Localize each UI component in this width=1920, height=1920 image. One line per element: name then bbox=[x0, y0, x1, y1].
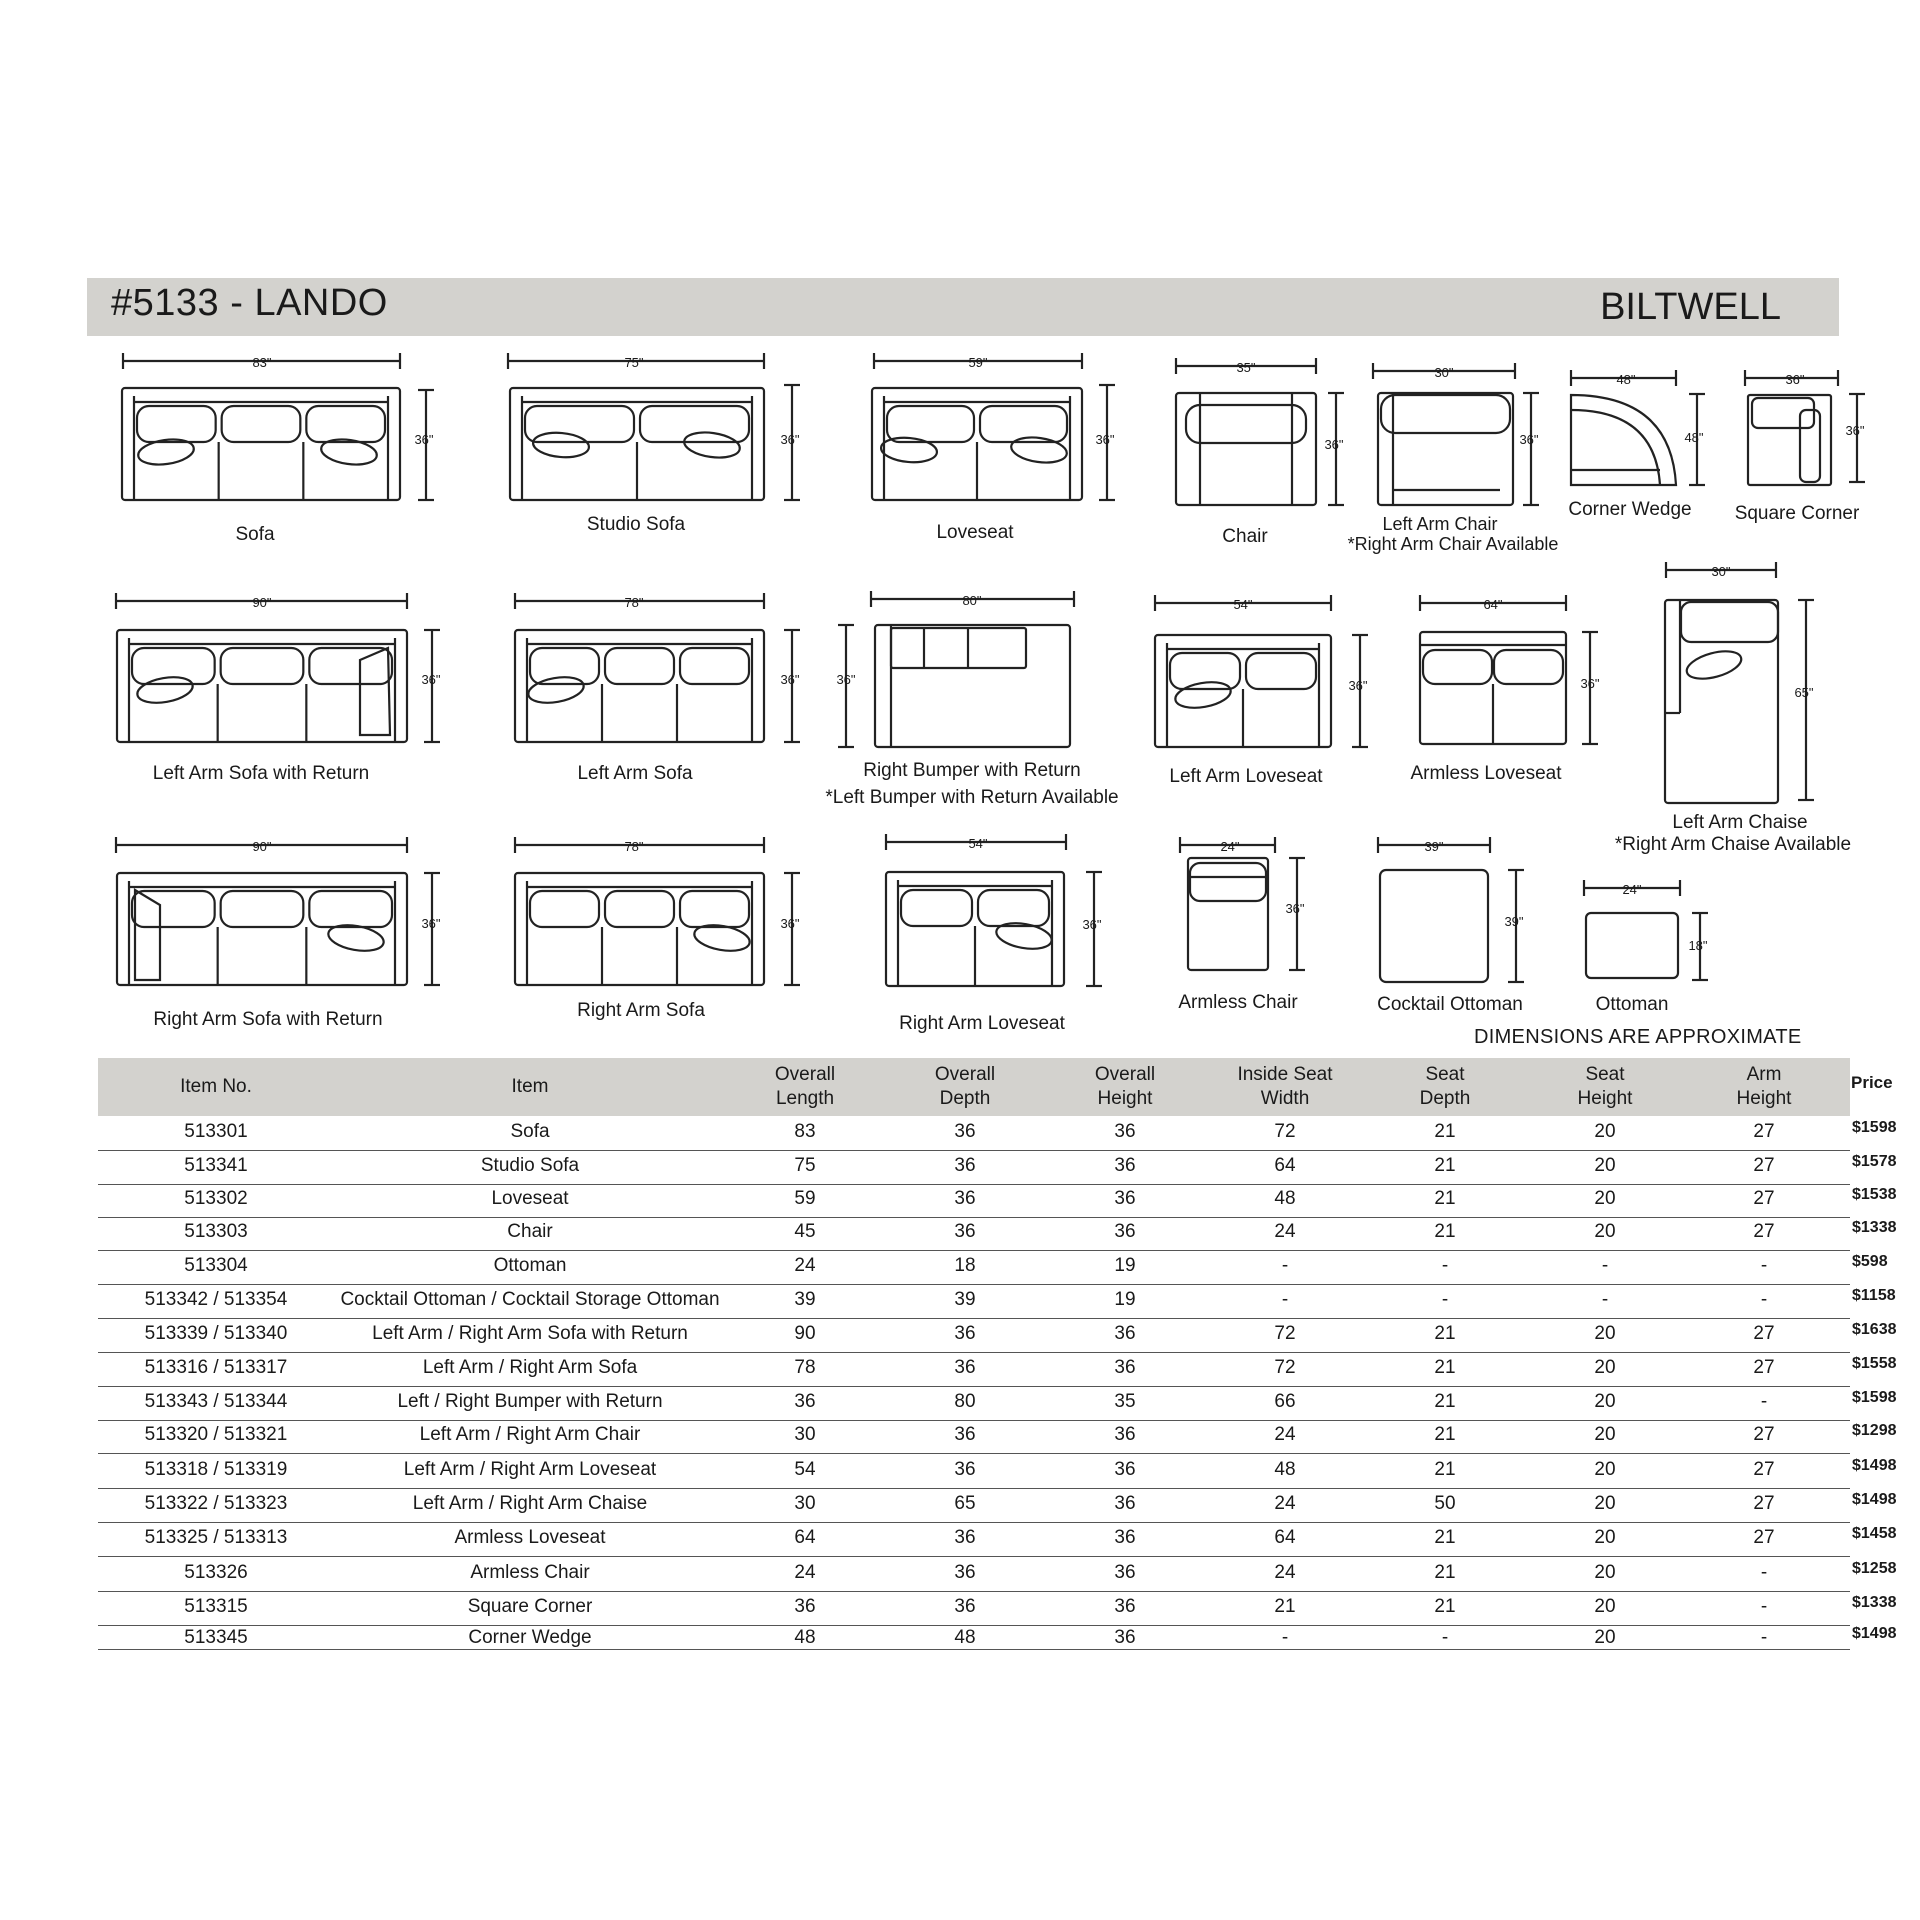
price-cell: $1498 bbox=[1852, 1457, 1897, 1474]
height-label: 36" bbox=[421, 672, 441, 687]
item-number-cell: 513342 / 513354 bbox=[144, 1289, 288, 1310]
right-arm-sofa-with-return-drawing bbox=[116, 837, 441, 1030]
dimension-cell: 27 bbox=[1753, 1357, 1775, 1378]
dimension-cell: 24 bbox=[794, 1255, 816, 1276]
item-name-cell: Cocktail Ottoman / Cocktail Storage Ottoman bbox=[340, 1289, 720, 1310]
item-number-cell: 513318 / 513319 bbox=[144, 1459, 288, 1480]
dimension-cell: 36 bbox=[794, 1596, 816, 1617]
dimension-cell: 20 bbox=[1594, 1188, 1616, 1209]
width-label: 24" bbox=[1622, 882, 1642, 897]
item-label: Square Corner bbox=[1734, 503, 1860, 524]
price-cell: $1558 bbox=[1852, 1355, 1897, 1372]
dimension-cell: 39 bbox=[794, 1289, 816, 1310]
dimension-cell: 20 bbox=[1594, 1493, 1616, 1514]
dimension-cell: 36 bbox=[954, 1357, 976, 1378]
dimension-cell: - bbox=[1760, 1289, 1768, 1310]
dimension-cell: - bbox=[1281, 1627, 1289, 1648]
width-label: 64" bbox=[1483, 597, 1503, 612]
table-row bbox=[98, 1251, 1850, 1285]
column-header: Seat Height bbox=[1577, 1064, 1633, 1109]
item-label: Armless Loveseat bbox=[1410, 763, 1562, 784]
dimension-cell: 36 bbox=[954, 1221, 976, 1242]
dimension-cell: 36 bbox=[954, 1188, 976, 1209]
column-header: Arm Height bbox=[1736, 1064, 1792, 1109]
price-cell: $1338 bbox=[1852, 1219, 1897, 1236]
dimension-cell: 72 bbox=[1274, 1121, 1296, 1142]
chair-drawing bbox=[1176, 358, 1344, 547]
price-cell: $1298 bbox=[1852, 1422, 1897, 1439]
dimension-cell: 20 bbox=[1594, 1357, 1616, 1378]
dimension-cell: 20 bbox=[1594, 1391, 1616, 1412]
dimension-cell: 24 bbox=[794, 1562, 816, 1583]
item-label: Left Arm Loveseat bbox=[1169, 766, 1323, 787]
dimension-cell: 21 bbox=[1434, 1596, 1456, 1617]
table-header bbox=[98, 1058, 1850, 1116]
dimension-cell: - bbox=[1601, 1255, 1609, 1276]
studio-sofa-drawing bbox=[508, 353, 800, 535]
height-label: 36" bbox=[780, 916, 800, 931]
dimension-cell: 24 bbox=[1274, 1493, 1296, 1514]
item-name-cell: Corner Wedge bbox=[468, 1627, 592, 1648]
dimension-cell: 24 bbox=[1274, 1221, 1296, 1242]
item-label: Left Arm Chaise bbox=[1672, 812, 1808, 833]
dimension-cell: 48 bbox=[1274, 1188, 1296, 1209]
dimension-cell: 65 bbox=[954, 1493, 976, 1514]
dimension-cell: 27 bbox=[1753, 1188, 1775, 1209]
dimension-cell: - bbox=[1760, 1391, 1768, 1412]
column-header: Seat Depth bbox=[1419, 1064, 1471, 1109]
dimension-cell: 21 bbox=[1434, 1155, 1456, 1176]
height-label: 36" bbox=[414, 432, 434, 447]
item-number-cell: 513315 bbox=[184, 1596, 248, 1617]
dimension-cell: 45 bbox=[794, 1221, 816, 1242]
item-label: Ottoman bbox=[1595, 994, 1669, 1015]
table-row bbox=[98, 1319, 1850, 1353]
price-cell: $1338 bbox=[1852, 1594, 1897, 1611]
dimension-cell: - bbox=[1441, 1289, 1449, 1310]
dimension-cell: 36 bbox=[954, 1155, 976, 1176]
dimension-cell: 64 bbox=[1274, 1527, 1296, 1548]
item-label: Right Bumper with Return bbox=[863, 760, 1081, 781]
dimension-cell: 21 bbox=[1434, 1323, 1456, 1344]
price-cell: $1598 bbox=[1852, 1119, 1897, 1136]
dimension-cell: 21 bbox=[1434, 1221, 1456, 1242]
dimension-cell: 59 bbox=[794, 1188, 816, 1209]
dimension-cell: 21 bbox=[1434, 1188, 1456, 1209]
item-number-cell: 513326 bbox=[184, 1562, 248, 1583]
dimension-cell: 21 bbox=[1434, 1424, 1456, 1445]
table-row bbox=[98, 1420, 1850, 1454]
collection-title: #5133 - LANDO bbox=[111, 282, 388, 324]
column-header: Overall Length bbox=[774, 1064, 836, 1109]
dimension-cell: 80 bbox=[954, 1391, 976, 1412]
dimension-cell: 36 bbox=[1114, 1155, 1136, 1176]
table-row bbox=[98, 1489, 1850, 1523]
dimension-cell: - bbox=[1281, 1289, 1289, 1310]
column-header: Overall Depth bbox=[934, 1064, 996, 1109]
table-row bbox=[98, 1623, 1850, 1650]
column-header: Item No. bbox=[180, 1076, 252, 1097]
height-label: 36" bbox=[1324, 437, 1344, 452]
left-arm-loveseat-drawing bbox=[1155, 595, 1368, 787]
item-number-cell: 513322 / 513323 bbox=[144, 1493, 288, 1514]
dimension-cell: 72 bbox=[1274, 1357, 1296, 1378]
right-arm-loveseat-drawing bbox=[886, 834, 1102, 1034]
dimension-cell: - bbox=[1441, 1627, 1449, 1648]
table-row bbox=[98, 1455, 1850, 1489]
dimension-cell: - bbox=[1760, 1255, 1768, 1276]
item-number-cell: 513339 / 513340 bbox=[144, 1323, 288, 1344]
dimension-cell: - bbox=[1760, 1627, 1768, 1648]
dimension-cell: 21 bbox=[1434, 1357, 1456, 1378]
dimension-cell: 35 bbox=[1114, 1391, 1136, 1412]
width-label: 48" bbox=[1616, 372, 1636, 387]
dimension-cell: 36 bbox=[1114, 1188, 1136, 1209]
left-arm-sofa-with-return-drawing bbox=[116, 593, 441, 784]
right-arm-sofa-drawing bbox=[515, 837, 800, 1021]
width-label: 54" bbox=[1233, 597, 1253, 612]
dimension-cell: 48 bbox=[1274, 1459, 1296, 1480]
right-bumper-with-return-drawing bbox=[825, 591, 1118, 808]
item-name-cell: Left Arm / Right Arm Sofa with Return bbox=[372, 1323, 688, 1344]
dimension-cell: - bbox=[1760, 1562, 1768, 1583]
item-number-cell: 513304 bbox=[184, 1255, 248, 1276]
price-cell: $1458 bbox=[1852, 1525, 1897, 1542]
left-arm-chair-drawing bbox=[1348, 363, 1559, 554]
dimension-cell: 30 bbox=[794, 1424, 816, 1445]
table-row bbox=[98, 1217, 1850, 1251]
column-header: Item bbox=[511, 1076, 549, 1097]
dimension-cell: 20 bbox=[1594, 1562, 1616, 1583]
height-label: 18" bbox=[1688, 938, 1708, 953]
dimension-cell: 27 bbox=[1753, 1493, 1775, 1514]
table-row bbox=[98, 1558, 1850, 1592]
item-note: *Right Arm Chair Available bbox=[1347, 534, 1559, 554]
width-label: 78" bbox=[624, 839, 644, 854]
item-label: Cocktail Ottoman bbox=[1377, 994, 1523, 1015]
width-label: 36" bbox=[1785, 372, 1805, 387]
width-label: 80" bbox=[962, 593, 982, 608]
table-row bbox=[98, 1151, 1850, 1185]
armless-chair-drawing bbox=[1178, 837, 1305, 1013]
item-note: *Right Arm Chaise Available bbox=[1614, 834, 1852, 855]
item-number-cell: 513302 bbox=[184, 1188, 248, 1209]
height-label: 36" bbox=[421, 916, 441, 931]
item-label: Sofa bbox=[235, 524, 275, 545]
price-cell: $1598 bbox=[1852, 1389, 1897, 1406]
dimension-cell: 19 bbox=[1114, 1255, 1136, 1276]
dimension-cell: 18 bbox=[954, 1255, 976, 1276]
left-arm-sofa-drawing bbox=[515, 593, 800, 784]
item-number-cell: 513316 / 513317 bbox=[144, 1357, 288, 1378]
dimension-cell: 21 bbox=[1434, 1121, 1456, 1142]
dimension-cell: 30 bbox=[794, 1493, 816, 1514]
dimension-cell: 20 bbox=[1594, 1424, 1616, 1445]
dimension-cell: - bbox=[1601, 1289, 1609, 1310]
item-name-cell: Studio Sofa bbox=[480, 1155, 580, 1176]
dimension-cell: 83 bbox=[794, 1121, 816, 1142]
dimension-cell: 36 bbox=[1114, 1323, 1136, 1344]
table-row bbox=[98, 1387, 1850, 1421]
item-number-cell: 513343 / 513344 bbox=[144, 1391, 288, 1412]
ottoman-drawing bbox=[1584, 880, 1708, 1015]
height-label: 36" bbox=[1519, 432, 1539, 447]
dimension-cell: 36 bbox=[954, 1424, 976, 1445]
item-name-cell: Left Arm / Right Arm Chaise bbox=[412, 1493, 648, 1514]
dimension-cell: 36 bbox=[1114, 1493, 1136, 1514]
price-cell: $598 bbox=[1852, 1253, 1888, 1270]
dimension-cell: 36 bbox=[1114, 1627, 1136, 1648]
item-label: Left Arm Sofa with Return bbox=[152, 763, 370, 784]
height-label: 48" bbox=[1684, 430, 1704, 445]
dimension-cell: 54 bbox=[794, 1459, 816, 1480]
dimension-cell: 36 bbox=[1114, 1121, 1136, 1142]
dimension-cell: 72 bbox=[1274, 1323, 1296, 1344]
height-label: 65" bbox=[1794, 685, 1814, 700]
dimension-cell: 19 bbox=[1114, 1289, 1136, 1310]
dimension-cell: 36 bbox=[954, 1562, 976, 1583]
dimension-cell: 64 bbox=[1274, 1155, 1296, 1176]
dimension-cell: 39 bbox=[954, 1289, 976, 1310]
dimension-cell: 20 bbox=[1594, 1121, 1616, 1142]
price-cell: $1498 bbox=[1852, 1625, 1897, 1642]
dimension-cell: 24 bbox=[1274, 1424, 1296, 1445]
dimension-cell: 20 bbox=[1594, 1155, 1616, 1176]
dimension-cell: 21 bbox=[1274, 1596, 1296, 1617]
corner-wedge-drawing bbox=[1568, 370, 1705, 520]
dimension-cell: 50 bbox=[1434, 1493, 1456, 1514]
width-label: 30" bbox=[1711, 564, 1731, 579]
item-label: Left Arm Sofa bbox=[577, 763, 693, 784]
dimension-cell: 27 bbox=[1753, 1323, 1775, 1344]
loveseat-drawing bbox=[872, 353, 1115, 543]
dimension-cell: 36 bbox=[954, 1527, 976, 1548]
dimension-cell: 36 bbox=[1114, 1596, 1136, 1617]
height-label: 36" bbox=[780, 432, 800, 447]
dimension-cell: 20 bbox=[1594, 1323, 1616, 1344]
dimension-cell: 20 bbox=[1594, 1459, 1616, 1480]
item-label: Left Arm Chair bbox=[1382, 514, 1498, 534]
square-corner-drawing bbox=[1735, 370, 1865, 524]
dimension-cell: 36 bbox=[1114, 1459, 1136, 1480]
dimension-cell: 66 bbox=[1274, 1391, 1296, 1412]
height-label: 36" bbox=[780, 672, 800, 687]
column-header: Inside Seat Width bbox=[1237, 1064, 1333, 1109]
price-header: Price bbox=[1851, 1073, 1893, 1092]
dimension-cell: 36 bbox=[1114, 1357, 1136, 1378]
table-row bbox=[98, 1523, 1850, 1557]
item-name-cell: Left Arm / Right Arm Sofa bbox=[422, 1357, 638, 1378]
dimension-cell: 64 bbox=[794, 1527, 816, 1548]
price-cell: $1538 bbox=[1852, 1186, 1897, 1203]
item-name-cell: Armless Loveseat bbox=[454, 1527, 606, 1548]
height-label: 36" bbox=[1082, 917, 1102, 932]
dimension-cell: 48 bbox=[794, 1627, 816, 1648]
dimension-cell: 27 bbox=[1753, 1459, 1775, 1480]
width-label: 75" bbox=[624, 355, 644, 370]
item-number-cell: 513345 bbox=[184, 1627, 248, 1648]
item-label: Chair bbox=[1222, 526, 1268, 547]
item-name-cell: Left Arm / Right Arm Loveseat bbox=[403, 1459, 657, 1480]
dimension-cell: 27 bbox=[1753, 1424, 1775, 1445]
width-label: 78" bbox=[624, 595, 644, 610]
item-label: Right Arm Sofa bbox=[577, 1000, 705, 1021]
dimension-cell: 36 bbox=[1114, 1424, 1136, 1445]
width-label: 59" bbox=[968, 355, 988, 370]
dimension-cell: 48 bbox=[954, 1627, 976, 1648]
height-label: 36" bbox=[1095, 432, 1115, 447]
dimension-cell: 20 bbox=[1594, 1527, 1616, 1548]
dimension-cell: 27 bbox=[1753, 1121, 1775, 1142]
width-label: 24" bbox=[1220, 839, 1240, 854]
item-number-cell: 513303 bbox=[184, 1221, 248, 1242]
width-label: 54" bbox=[968, 836, 988, 851]
width-label: 35" bbox=[1236, 360, 1256, 375]
item-number-cell: 513301 bbox=[184, 1121, 248, 1142]
table-row bbox=[98, 1117, 1850, 1151]
item-name-cell: Left Arm / Right Arm Chair bbox=[419, 1424, 641, 1445]
width-label: 30" bbox=[1434, 365, 1454, 380]
dimensions-note: DIMENSIONS ARE APPROXIMATE bbox=[1474, 1026, 1802, 1048]
dimension-cell: 27 bbox=[1753, 1527, 1775, 1548]
price-cell: $1498 bbox=[1852, 1491, 1897, 1508]
dimension-cell: 21 bbox=[1434, 1527, 1456, 1548]
dimension-cell: 27 bbox=[1753, 1221, 1775, 1242]
item-label: Corner Wedge bbox=[1568, 499, 1692, 520]
item-name-cell: Left / Right Bumper with Return bbox=[397, 1391, 663, 1412]
dimension-cell: 21 bbox=[1434, 1459, 1456, 1480]
item-number-cell: 513325 / 513313 bbox=[144, 1527, 288, 1548]
cocktail-ottoman-drawing bbox=[1377, 837, 1524, 1015]
dimension-cell: 20 bbox=[1594, 1596, 1616, 1617]
dimension-cell: 36 bbox=[954, 1459, 976, 1480]
item-name-cell: Chair bbox=[507, 1221, 553, 1242]
dimension-cell: 21 bbox=[1434, 1562, 1456, 1583]
height-label: 36" bbox=[1845, 423, 1865, 438]
item-note: *Left Bumper with Return Available bbox=[825, 787, 1119, 808]
width-label: 39" bbox=[1424, 839, 1444, 854]
price-cell: $1578 bbox=[1852, 1153, 1897, 1170]
dimension-cell: 36 bbox=[1114, 1527, 1136, 1548]
dimension-cell: - bbox=[1281, 1255, 1289, 1276]
dimension-cell: 90 bbox=[794, 1323, 816, 1344]
table-row bbox=[98, 1592, 1850, 1626]
item-name-cell: Square Corner bbox=[467, 1596, 593, 1617]
item-label: Armless Chair bbox=[1178, 992, 1298, 1013]
height-label: 39" bbox=[1504, 914, 1524, 929]
item-label: Right Arm Loveseat bbox=[899, 1013, 1065, 1034]
width-label: 83" bbox=[252, 355, 272, 370]
table-row bbox=[98, 1353, 1850, 1387]
width-label: 90" bbox=[252, 595, 272, 610]
table-row bbox=[98, 1285, 1850, 1319]
price-cell: $1158 bbox=[1852, 1287, 1896, 1304]
dimension-cell: 21 bbox=[1434, 1391, 1456, 1412]
left-arm-chaise-drawing bbox=[1615, 562, 1851, 855]
item-name-cell: Armless Chair bbox=[470, 1562, 590, 1583]
table-row bbox=[98, 1184, 1850, 1218]
dimension-cell: 24 bbox=[1274, 1562, 1296, 1583]
dimension-cell: 36 bbox=[954, 1323, 976, 1344]
price-cell: $1258 bbox=[1852, 1560, 1897, 1577]
dimension-cell: 20 bbox=[1594, 1221, 1616, 1242]
item-label: Right Arm Sofa with Return bbox=[153, 1009, 383, 1030]
item-number-cell: 513341 bbox=[184, 1155, 248, 1176]
height-label: 36" bbox=[1285, 901, 1305, 916]
item-label: Studio Sofa bbox=[586, 514, 686, 535]
column-header: Overall Height bbox=[1094, 1064, 1156, 1109]
dimension-cell: - bbox=[1760, 1596, 1768, 1617]
item-label: Loveseat bbox=[936, 522, 1014, 543]
dimension-cell: - bbox=[1441, 1255, 1449, 1276]
dimension-cell: 36 bbox=[1114, 1221, 1136, 1242]
item-name-cell: Sofa bbox=[510, 1121, 550, 1142]
dimension-cell: 78 bbox=[794, 1357, 816, 1378]
height-label: 36" bbox=[1580, 676, 1600, 691]
dimension-cell: 36 bbox=[954, 1121, 976, 1142]
item-name-cell: Loveseat bbox=[491, 1188, 569, 1209]
item-name-cell: Ottoman bbox=[493, 1255, 567, 1276]
dimension-cell: 20 bbox=[1594, 1627, 1616, 1648]
height-label: 36" bbox=[1348, 678, 1368, 693]
item-number-cell: 513320 / 513321 bbox=[144, 1424, 288, 1445]
armless-loveseat-drawing bbox=[1410, 595, 1599, 784]
width-label: 90" bbox=[252, 839, 272, 854]
height-label: 36" bbox=[836, 672, 856, 687]
dimension-cell: 27 bbox=[1753, 1155, 1775, 1176]
sofa-drawing bbox=[122, 353, 434, 545]
dimension-cell: 36 bbox=[794, 1391, 816, 1412]
dimension-cell: 36 bbox=[1114, 1562, 1136, 1583]
brand-name: BILTWELL bbox=[1600, 286, 1781, 328]
dimension-cell: 36 bbox=[954, 1596, 976, 1617]
dimension-cell: 75 bbox=[794, 1155, 816, 1176]
price-cell: $1638 bbox=[1852, 1321, 1897, 1338]
